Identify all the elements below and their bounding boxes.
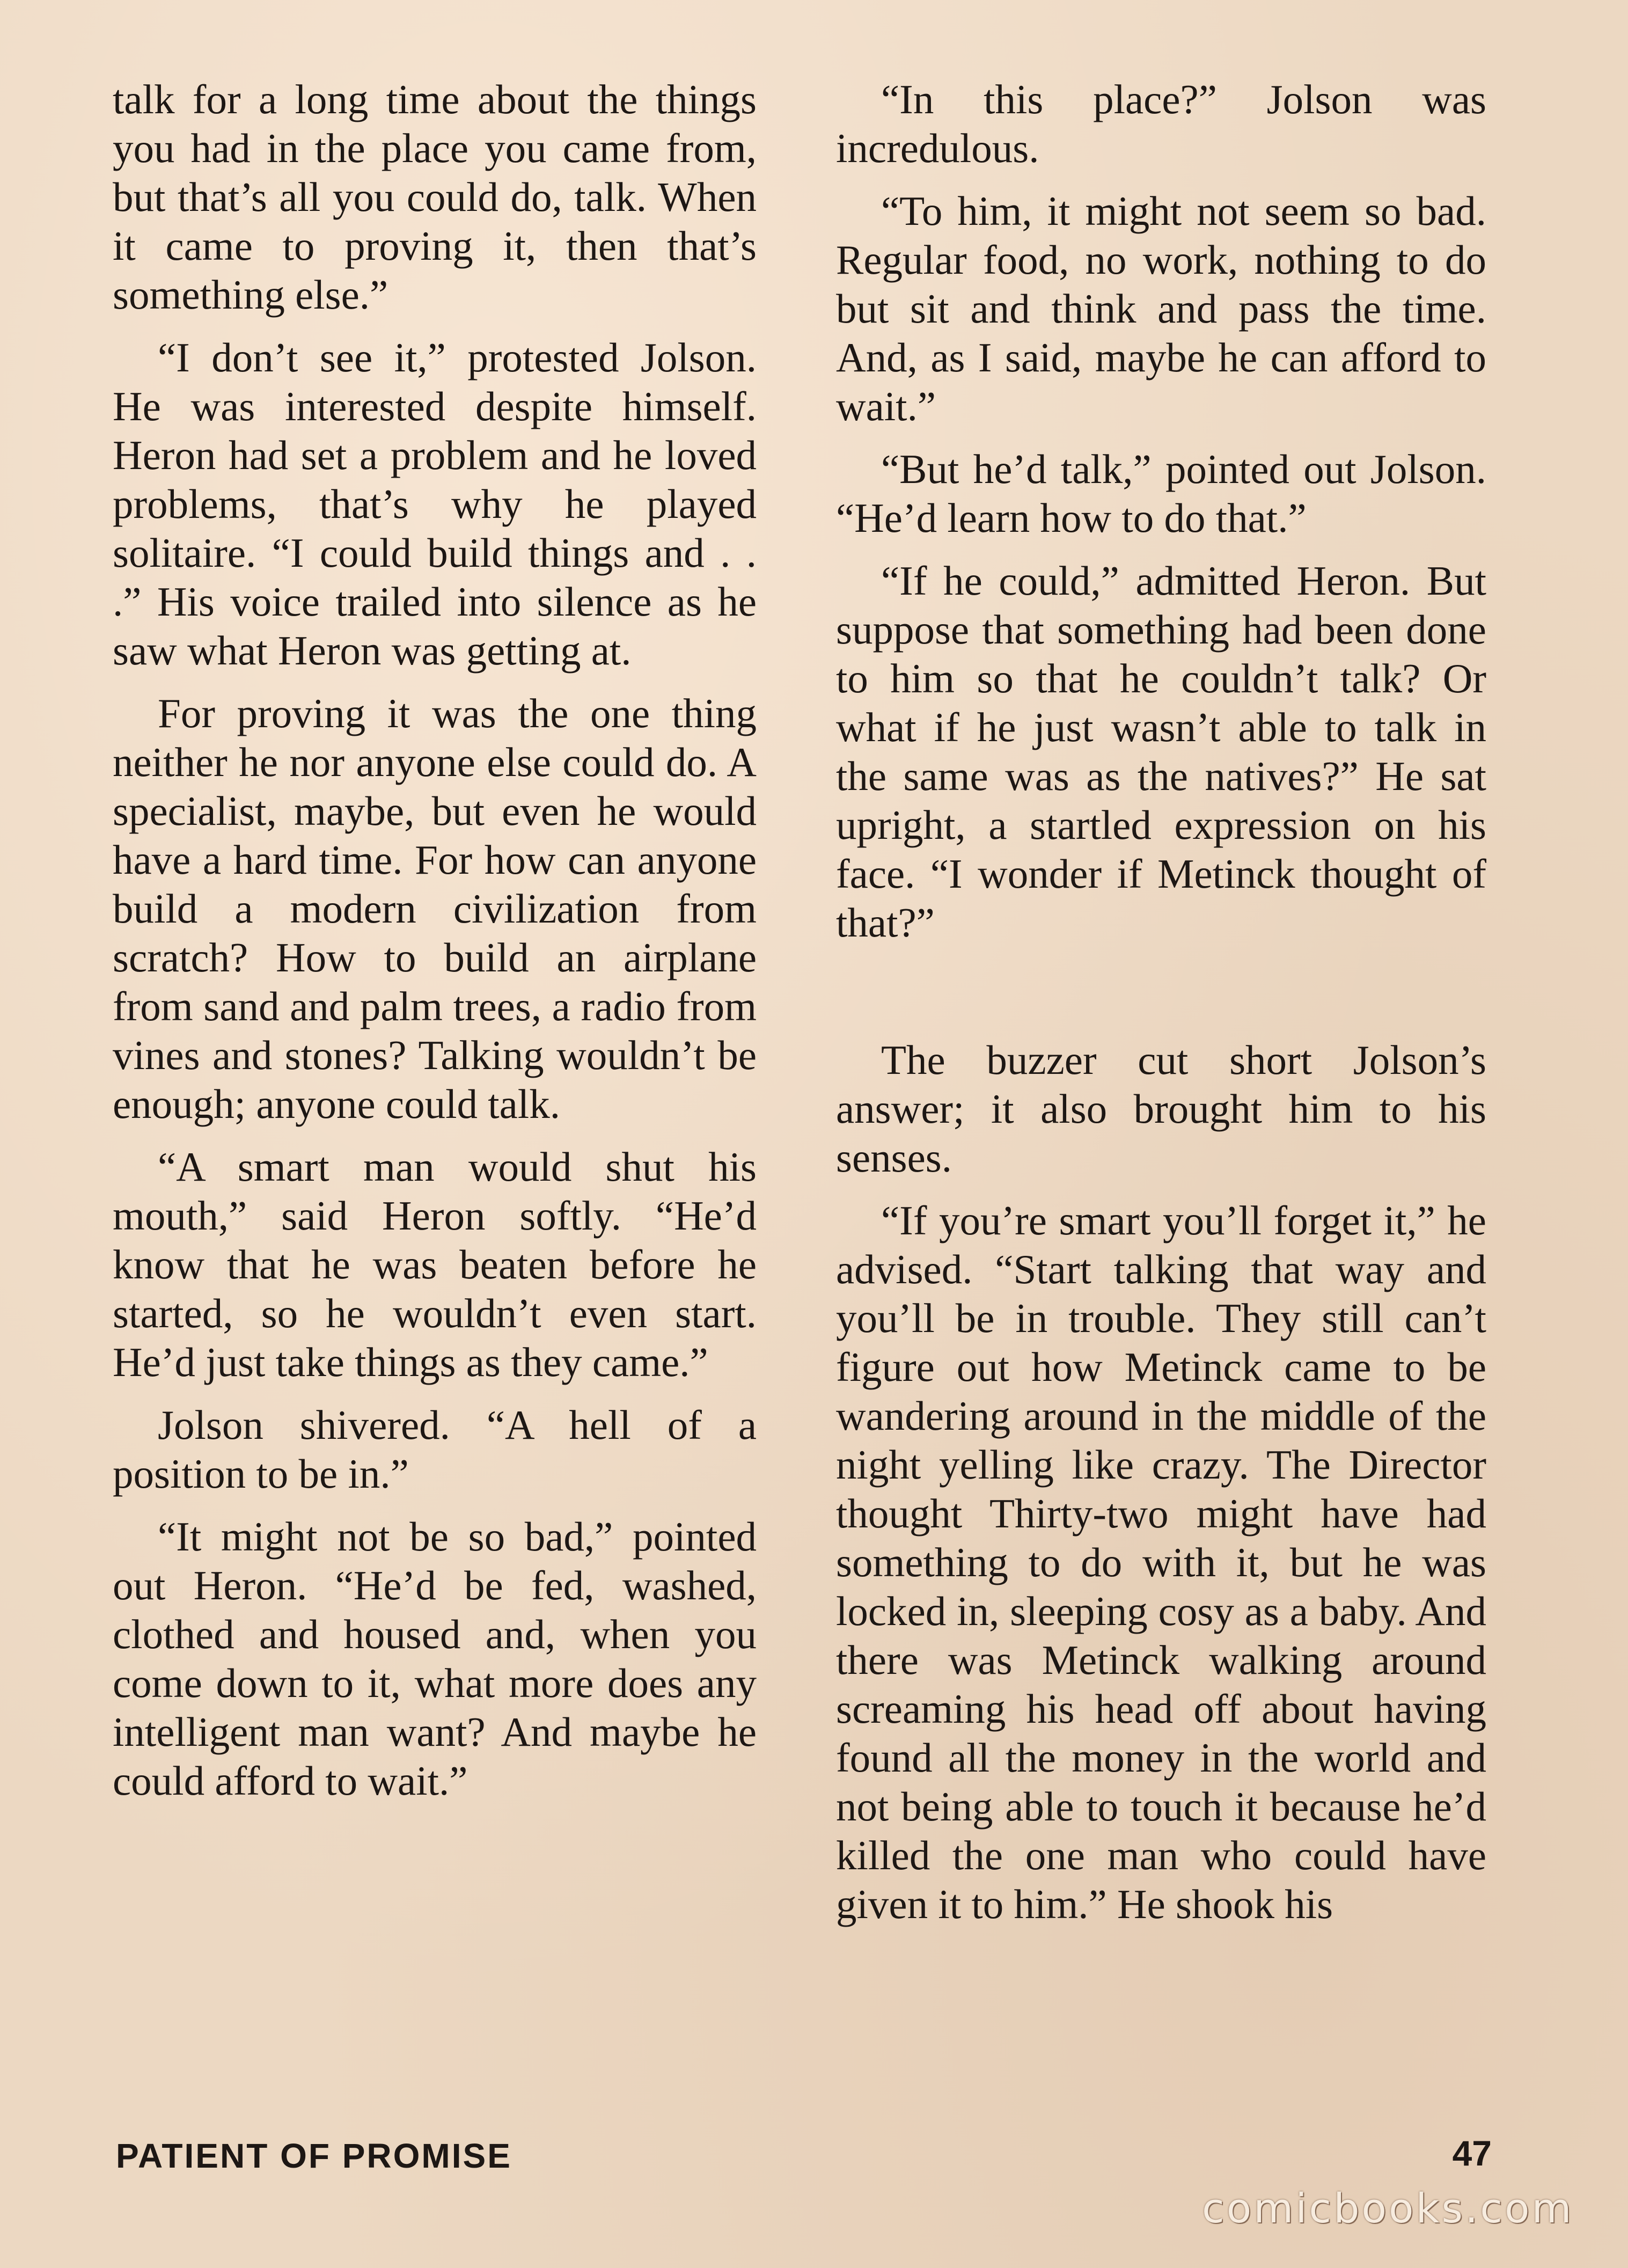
page-number: 47 <box>1452 2133 1492 2173</box>
paragraph: “But he’d talk,” pointed out Jolson. “He’d learn how to do that.” <box>836 446 1486 541</box>
paragraph: The buzzer cut short Jolson’s answer; it also brought him to his senses. <box>836 1037 1486 1181</box>
paragraph: talk for a long time about the things you had in the place you came from, but that’s all you could do, talk. When it came to proving it, then that’s something else.” <box>113 76 757 318</box>
watermark: comicbooks.com <box>1202 2184 1574 2232</box>
paragraph: “I don’t see it,” protested Jolson. He was interested despite himself. Heron had set a problem and he loved problems, that’s why he played solitaire. “I could build things and . . .” His voice trailed into silence as he saw what Heron was getting at. <box>113 334 757 674</box>
paragraph: “A smart man would shut his mouth,” said Heron softly. “He’d know that he was beaten before he started, so he wouldn’t even start. He’d just take things as they came.” <box>113 1144 757 1385</box>
paragraph: Jolson shivered. “A hell of a position to be in.” <box>113 1402 757 1497</box>
paragraph: “To him, it might not seem so bad. Regular food, no work, nothing to do but sit and think and pass the time. And, as I said, maybe he can afford to wait.” <box>836 188 1486 429</box>
right-column <box>836 75 1486 1943</box>
paragraph: “It might not be so bad,” pointed out Heron. “He’d be fed, washed, clothed and housed and, when you come down to it, what more does any intelligent man want? And maybe he could afford to wait.” <box>113 1513 757 1804</box>
paragraph: For proving it was the one thing neither he nor anyone else could do. A specialist, maybe, but even he would have a hard time. For how can anyone build a modern civilization from scratch? How to build an airplane from sand and palm trees, a radio from vines and stones? Talking wouldn’t be enough; anyone could talk. <box>113 690 757 1127</box>
paragraph: “If you’re smart you’ll forget it,” he advised. “Start talking that way and you’ll be in trouble. They still can’t figure out how Metinck came to be wandering around in the middle of the night yelling like crazy. The Director thought Thirty-two might have had something to do with it, but he was locked in, sleeping cosy as a baby. And there was Metinck walking around screaming his head off about having found all the money in the world and not being able to touch it because he’d killed the one man who could have given it to him.” He shook his <box>836 1197 1486 1927</box>
left-column <box>113 75 757 1819</box>
paragraph: “In this place?” Jolson was incredulous. <box>836 76 1486 171</box>
running-footer-title: PATIENT OF PROMISE <box>116 2137 512 2175</box>
paragraph: “If he could,” admitted Heron. But suppose that something had been done to him so that he couldn’t talk? Or what if he just wasn’t able to talk in the same was as the natives?” He sat upright, a startled expression on his face. “I wonder if Metinck thought of that?” <box>836 558 1486 946</box>
